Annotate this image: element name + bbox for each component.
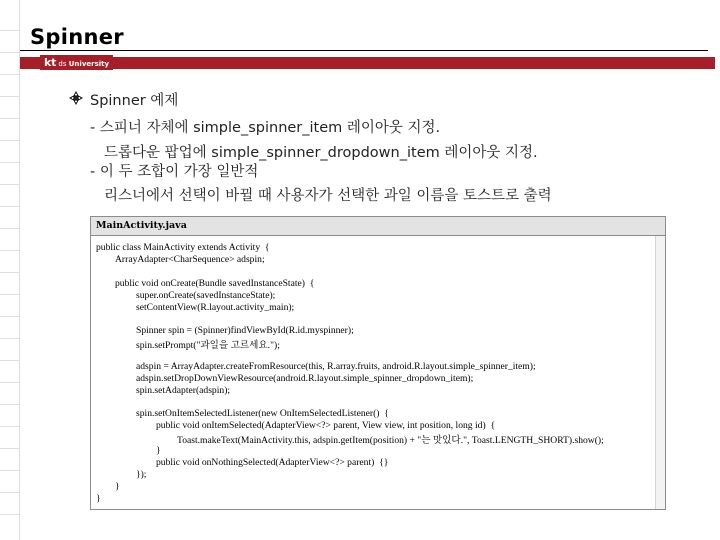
brand-name: kt — [44, 56, 57, 69]
margin-grid-line — [0, 426, 19, 427]
code-line: setContentView(R.layout.activity_main); — [136, 302, 295, 313]
page-title: Spinner — [30, 25, 124, 49]
margin-grid-line — [0, 228, 19, 229]
title-underline — [20, 50, 708, 51]
margin-grid-line — [0, 382, 19, 383]
margin-grid-line — [0, 272, 19, 273]
brand-bar — [20, 57, 715, 69]
margin-grid-line — [0, 30, 19, 31]
code-line: spin.setPrompt("과일을 고르세요."); — [136, 340, 280, 351]
margin-grid-line — [0, 316, 19, 317]
code-line: public void onNothingSelected(AdapterView<?> parent) {} — [156, 457, 389, 468]
margin-grid-line — [0, 338, 19, 339]
code-line: adspin.setDropDownViewResource(android.R.layout.simple_spinner_dropdown_item); — [136, 373, 474, 384]
code-line: } — [156, 445, 161, 456]
code-line: Spinner spin = (Spinner)findViewById(R.id.myspinner); — [136, 325, 354, 336]
margin-grid-line — [0, 52, 19, 53]
margin-grid-line — [0, 140, 19, 141]
bullet-line: - 이 두 조합이 가장 일반적 — [90, 164, 259, 180]
margin-grid-line — [0, 250, 19, 251]
code-scrollbar[interactable] — [655, 236, 665, 509]
margin-grid-line — [0, 514, 19, 515]
margin-grid-line — [0, 360, 19, 361]
margin-grid-line — [0, 74, 19, 75]
margin-grid-line — [0, 294, 19, 295]
margin-grid-line — [0, 404, 19, 405]
margin-grid-line — [0, 492, 19, 493]
code-filename: MainActivity.java — [91, 217, 665, 236]
bullet-line: 드롭다운 팝업에 simple_spinner_dropdown_item 레이아웃 지정. — [104, 145, 538, 161]
diamond-bullet-icon — [68, 90, 84, 106]
code-line: }); — [136, 469, 147, 480]
code-line: public void onItemSelected(AdapterView<?> parent, View view, int position, long id) { — [156, 420, 496, 431]
bullet-heading: Spinner 예제 — [90, 93, 179, 109]
code-line: public class MainActivity extends Activity { — [96, 242, 270, 253]
code-line: ArrayAdapter<CharSequence> adspin; — [115, 254, 265, 265]
brand-unit: University — [68, 60, 110, 68]
code-line: spin.setAdapter(adspin); — [136, 385, 231, 396]
margin-grid-line — [0, 118, 19, 119]
brand-sub: ds — [58, 60, 67, 68]
code-block — [90, 216, 666, 510]
margin-grid-line — [0, 96, 19, 97]
margin-grid-line — [0, 470, 19, 471]
code-line: } — [96, 493, 101, 504]
left-margin-rule — [0, 0, 20, 540]
code-line: Toast.makeText(MainActivity.this, adspin.getItem(position) + "는 맛있다.", Toast.LENGTH_SHORT).show(); — [177, 435, 604, 446]
margin-grid-line — [0, 448, 19, 449]
margin-grid-line — [0, 206, 19, 207]
bullet-line: 리스너에서 선택이 바뀔 때 사용자가 선택한 과일 이름을 토스트로 출력 — [104, 188, 552, 204]
margin-grid-line — [0, 184, 19, 185]
code-line: spin.setOnItemSelectedListener(new OnItemSelectedListener() { — [136, 408, 389, 419]
margin-grid-line — [0, 162, 19, 163]
code-line: public void onCreate(Bundle savedInstanceState) { — [115, 278, 315, 289]
bullet-line: - 스피너 자체에 simple_spinner_item 레이아웃 지정. — [90, 120, 441, 136]
code-line: super.onCreate(savedInstanceState); — [136, 290, 276, 301]
code-line: } — [115, 481, 120, 492]
code-line: adspin = ArrayAdapter.createFromResource(this, R.array.fruits, android.R.layout.simple_spinner_item); — [136, 361, 536, 372]
brand-logo — [40, 55, 113, 70]
